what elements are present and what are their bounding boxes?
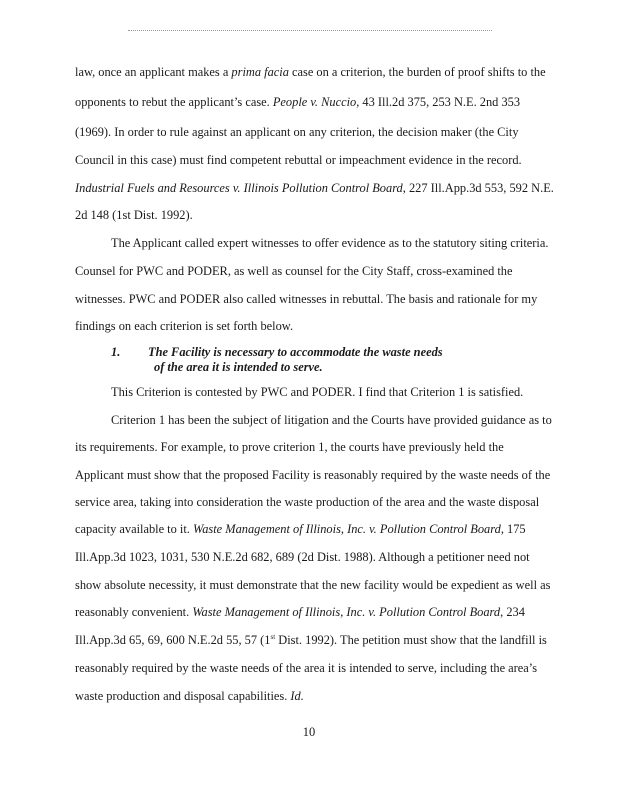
paragraph-line: opponents to rebut the applicant’s case. People v. Nuccio, 43 Ill.2d 375, 253 N.E. 2nd 353	[75, 95, 521, 109]
paragraph-line: The Applicant called expert witnesses to offer evidence as to the statutory siting criteria.	[111, 236, 549, 250]
section-heading: The Facility is necessary to accommodate the waste needs	[148, 345, 443, 359]
paragraph-line: Counsel for PWC and PODER, as well as counsel for the City Staff, cross-examined the	[75, 264, 513, 278]
case-citation: Waste Management of Illinois, Inc. v. Pollution Control Board	[192, 605, 501, 619]
paragraph-line: Criterion 1 has been the subject of litigation and the Courts have provided guidance as to	[111, 413, 552, 427]
paragraph-line: reasonably required by the waste needs of the area it is intended to serve, including the area’s	[75, 661, 538, 675]
case-term: prima facia	[231, 65, 289, 79]
paragraph-line: Industrial Fuels and Resources v. Illinois Pollution Control Board, 227 Ill.App.3d 553, 592 N.E.	[75, 181, 554, 195]
section-heading: of the area it is intended to serve.	[154, 360, 323, 374]
page-number: 10	[302, 725, 316, 739]
paragraph-line: law, once an applicant makes a prima facia case on a criterion, the burden of proof shifts to the	[75, 65, 546, 79]
paragraph-line: Ill.App.3d 65, 69, 600 N.E.2d 55, 57 (1st Dist. 1992). The petition must show that the landfill is	[75, 632, 547, 647]
section-heading-number: 1.	[111, 345, 121, 359]
paragraph-line: (1969). In order to rule against an applicant on any criterion, the decision maker (the City	[75, 125, 519, 139]
paragraph-line: Applicant must show that the proposed Facility is reasonably required by the waste needs of the	[75, 468, 551, 482]
paragraph-line: its requirements. For example, to prove criterion 1, the courts have previously held the	[75, 440, 504, 454]
paragraph-line: findings on each criterion is set forth below.	[75, 319, 294, 333]
id-citation: Id.	[290, 689, 304, 703]
paragraph-line: witnesses. PWC and PODER also called witnesses in rebuttal. The basis and rationale for my	[75, 292, 538, 306]
case-citation: People v. Nuccio	[272, 95, 357, 109]
paragraph-line: waste production and disposal capabilities. Id.	[75, 689, 304, 703]
paragraph-line: service area, taking into consideration the waste production of the area and the waste disposal	[75, 495, 540, 509]
paragraph-line: 2d 148 (1st Dist. 1992).	[75, 208, 193, 222]
paragraph-line: show absolute necessity, it must demonstrate that the new facility would be expedient as well as	[75, 578, 551, 592]
top-rule	[128, 30, 492, 31]
paragraph-line: reasonably convenient. Waste Management of Illinois, Inc. v. Pollution Control Board, 234	[75, 605, 525, 619]
paragraph-line: Council in this case) must find competent rebuttal or impeachment evidence in the record.	[75, 153, 522, 167]
case-citation: Waste Management of Illinois, Inc. v. Pollution Control Board	[193, 522, 501, 536]
paragraph-line: This Criterion is contested by PWC and PODER. I find that Criterion 1 is satisfied.	[111, 385, 524, 399]
paragraph-line: Ill.App.3d 1023, 1031, 530 N.E.2d 682, 689 (2d Dist. 1988). Although a petitioner need not	[75, 550, 530, 564]
paragraph-line: capacity available to it. Waste Management of Illinois, Inc. v. Pollution Control Board, 175	[75, 522, 526, 536]
case-citation: Industrial Fuels and Resources v. Illinois Pollution Control Board	[75, 181, 403, 195]
